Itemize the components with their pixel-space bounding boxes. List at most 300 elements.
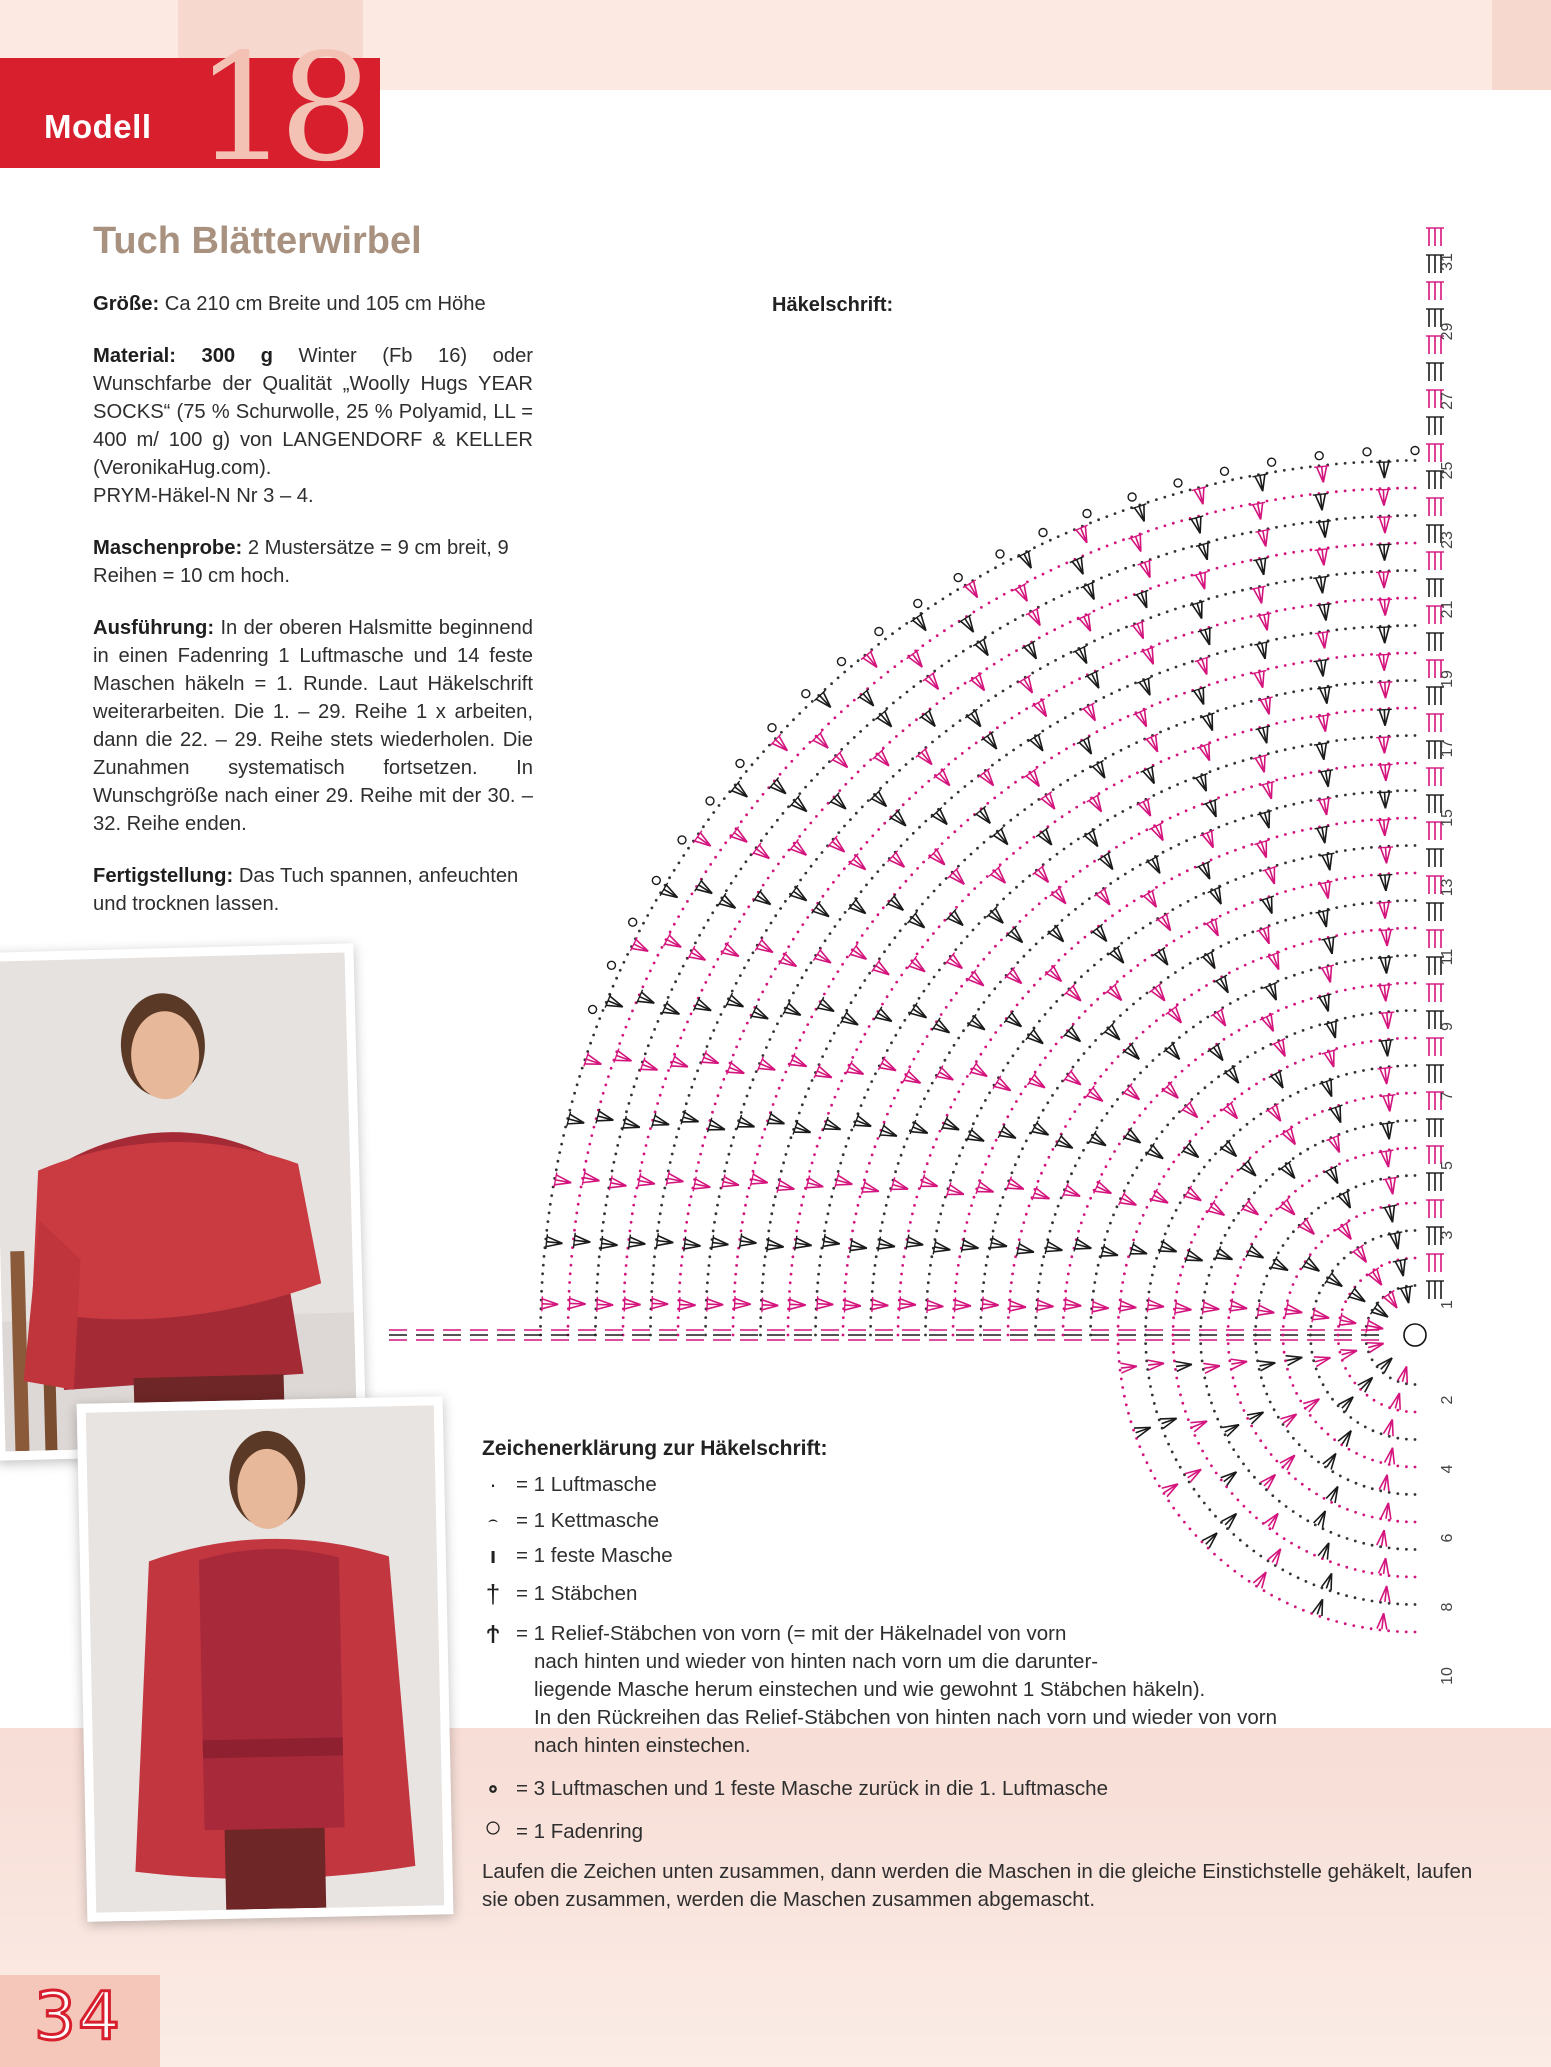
chain-stitch-icon bbox=[1353, 572, 1356, 575]
chain-stitch-icon bbox=[1344, 1300, 1347, 1303]
chain-stitch-icon bbox=[999, 1204, 1002, 1207]
hook-text: PRYM-Häkel-N Nr 3 – 4. bbox=[93, 485, 314, 507]
stitch-group-icon bbox=[959, 615, 980, 637]
chain-stitch-icon bbox=[1414, 1229, 1417, 1232]
chain-stitch-icon bbox=[653, 962, 656, 965]
double-crochet-top bbox=[1090, 582, 1095, 584]
double-crochet-top bbox=[1133, 536, 1138, 538]
chain-stitch-icon bbox=[1361, 543, 1364, 546]
chain-stitch-icon bbox=[879, 787, 882, 790]
chain-stitch-icon bbox=[1233, 676, 1236, 679]
chain-stitch-icon bbox=[744, 1204, 747, 1207]
chain-stitch-icon bbox=[1414, 1119, 1417, 1122]
chain-stitch-icon bbox=[950, 999, 953, 1002]
chain-stitch-icon bbox=[1276, 922, 1279, 925]
chain-stitch-icon bbox=[1396, 487, 1399, 490]
chain-stitch-icon bbox=[1016, 814, 1019, 817]
chain-stitch-icon bbox=[964, 785, 967, 788]
chain-stitch-icon bbox=[1228, 1226, 1231, 1229]
chain-stitch-icon bbox=[816, 1145, 819, 1148]
double-crochet-top bbox=[1132, 1242, 1133, 1247]
chain-stitch-icon bbox=[1354, 1071, 1357, 1074]
chain-stitch-icon bbox=[859, 730, 862, 733]
chain-stitch-icon bbox=[984, 1046, 987, 1049]
double-crochet-top bbox=[583, 1175, 584, 1180]
double-crochet-top bbox=[1147, 560, 1152, 562]
chain-stitch-icon bbox=[822, 895, 825, 898]
chain-stitch-icon bbox=[1285, 1036, 1288, 1039]
chain-stitch-icon bbox=[709, 863, 712, 866]
double-crochet-top bbox=[614, 1058, 616, 1063]
double-crochet-top bbox=[806, 1185, 807, 1190]
double-crochet-top bbox=[907, 1239, 908, 1244]
chain-stitch-icon bbox=[887, 1196, 890, 1199]
stitch-group-icon bbox=[734, 1296, 751, 1312]
double-crochet-top bbox=[1201, 863, 1206, 865]
chain-stitch-icon bbox=[804, 828, 807, 831]
chain-stitch-icon bbox=[1074, 774, 1077, 777]
chain-stitch-icon bbox=[799, 1039, 802, 1042]
chain-stitch-icon bbox=[592, 1034, 595, 1037]
chain-stitch-icon bbox=[1078, 677, 1081, 680]
stitch-group-icon bbox=[870, 790, 892, 812]
chain-stitch-icon bbox=[1126, 655, 1129, 658]
chain-stitch-icon bbox=[1113, 1150, 1116, 1153]
stitch-group-icon bbox=[1254, 642, 1272, 661]
chain-stitch-icon bbox=[741, 1221, 744, 1224]
chain-stitch-icon bbox=[733, 1290, 736, 1293]
chain-stitch-icon bbox=[985, 667, 988, 670]
chain-stitch-icon bbox=[1345, 1101, 1348, 1104]
chain-stitch-icon bbox=[1267, 668, 1270, 671]
chain-stitch-icon bbox=[1165, 944, 1168, 947]
chain-stitch-icon bbox=[1155, 1257, 1158, 1260]
double-crochet-top bbox=[1203, 803, 1208, 805]
stitch-group-icon bbox=[862, 1180, 881, 1199]
chain-stitch-icon bbox=[993, 663, 996, 666]
chain-stitch-icon bbox=[839, 1162, 842, 1165]
double-crochet-top bbox=[1019, 1241, 1020, 1246]
double-crochet-top bbox=[1261, 586, 1266, 587]
chain-stitch-icon bbox=[827, 888, 830, 891]
chain-stitch-icon bbox=[984, 1163, 987, 1166]
double-crochet-top bbox=[1324, 743, 1329, 744]
double-crochet-top bbox=[640, 1067, 642, 1072]
chain-stitch-icon bbox=[1158, 1053, 1161, 1056]
double-crochet-top bbox=[1336, 1135, 1341, 1137]
chain-stitch-icon bbox=[1310, 969, 1313, 972]
double-crochet-top bbox=[1258, 756, 1263, 757]
double-crochet-top bbox=[1193, 574, 1198, 575]
chain-stitch-icon bbox=[1414, 597, 1417, 600]
chain-stitch-icon bbox=[897, 1316, 900, 1319]
chain-stitch-icon bbox=[1414, 1174, 1417, 1177]
double-crochet-top bbox=[709, 1123, 710, 1128]
chain-stitch-icon bbox=[983, 841, 986, 844]
stitch-group-icon bbox=[1256, 726, 1274, 745]
magic-ring-icon bbox=[1404, 1324, 1426, 1346]
stitch-group-icon bbox=[1162, 1082, 1184, 1104]
double-crochet-top bbox=[854, 1123, 856, 1128]
chain-stitch-icon bbox=[999, 863, 1002, 866]
chain-stitch-icon bbox=[874, 1264, 877, 1267]
chain-stitch-icon bbox=[913, 1204, 916, 1207]
chain-stitch-icon bbox=[1370, 957, 1373, 960]
double-crochet-top bbox=[1146, 678, 1151, 680]
chain-stitch-icon bbox=[547, 1220, 550, 1223]
chain-stitch-icon bbox=[1216, 595, 1219, 598]
chain-stitch-icon bbox=[1106, 819, 1109, 822]
chain-stitch-icon bbox=[1405, 954, 1408, 957]
double-crochet-top bbox=[1082, 616, 1087, 618]
model-label: Modell bbox=[44, 108, 152, 145]
chain-stitch-icon bbox=[927, 1090, 930, 1093]
chain-stitch-icon bbox=[1233, 563, 1236, 566]
chain-stitch-icon bbox=[1208, 683, 1211, 686]
stitch-group-icon bbox=[1091, 924, 1113, 946]
chain-stitch-icon bbox=[834, 1096, 837, 1099]
double-crochet-top bbox=[778, 1183, 779, 1188]
chain-stitch-icon bbox=[1033, 836, 1036, 839]
chain-stitch-icon bbox=[1077, 838, 1080, 841]
chain-stitch-icon bbox=[1331, 1197, 1334, 1200]
stitch-group-icon bbox=[622, 1116, 641, 1135]
chain-stitch-icon bbox=[1067, 913, 1070, 916]
stitch-group-icon bbox=[1204, 918, 1225, 939]
double-crochet-top bbox=[1176, 1301, 1177, 1306]
chain-stitch-icon bbox=[1236, 1274, 1239, 1277]
stitch-group-icon bbox=[1263, 982, 1283, 1003]
chain-stitch-icon bbox=[1216, 567, 1219, 570]
chain-stitch-icon bbox=[1123, 841, 1126, 844]
chain-stitch-icon bbox=[1414, 1009, 1417, 1012]
chain-stitch-icon bbox=[827, 985, 830, 988]
chain-stitch-icon bbox=[1022, 614, 1025, 617]
chain-stitch-icon bbox=[569, 1272, 572, 1275]
stitch-group-icon bbox=[1146, 856, 1167, 877]
chain-stitch-icon bbox=[1292, 690, 1295, 693]
chain-stitch-icon bbox=[955, 655, 958, 658]
chain-stitch-icon bbox=[921, 644, 924, 647]
chain-stitch-icon bbox=[1118, 659, 1121, 662]
stitch-group-icon bbox=[1377, 709, 1393, 726]
double-crochet-top bbox=[1312, 1317, 1313, 1322]
chain-stitch-icon bbox=[776, 819, 779, 822]
chain-stitch-icon bbox=[1111, 722, 1114, 725]
double-crochet-top bbox=[963, 1238, 964, 1243]
double-crochet-top bbox=[1398, 1260, 1403, 1261]
chain-stitch-icon bbox=[1151, 1274, 1154, 1277]
stitch-group-icon bbox=[779, 952, 800, 973]
chain-stitch-icon bbox=[1355, 1185, 1358, 1188]
double-crochet-top bbox=[1075, 1242, 1076, 1247]
chain-stitch-icon bbox=[740, 820, 743, 823]
chain-stitch-icon bbox=[785, 766, 788, 769]
stitch-group-icon bbox=[1376, 737, 1392, 754]
double-crochet-top bbox=[1230, 1308, 1231, 1313]
chain-stitch-icon bbox=[1414, 679, 1417, 682]
chain-stitch-icon bbox=[1361, 764, 1364, 767]
stitch-group-icon bbox=[1320, 853, 1338, 871]
chain-stitch-icon bbox=[998, 759, 1001, 762]
chain-stitch-icon bbox=[1396, 1147, 1399, 1150]
chain-stitch-icon bbox=[1264, 1221, 1267, 1224]
chain-stitch-icon bbox=[1046, 1101, 1049, 1104]
chain-stitch-icon bbox=[1318, 1292, 1321, 1295]
chain-stitch-icon bbox=[1038, 1020, 1041, 1023]
double-crochet-top bbox=[728, 1065, 730, 1070]
chain-stitch-icon bbox=[1116, 1205, 1119, 1208]
chain-stitch-icon bbox=[717, 1094, 720, 1097]
chain-stitch-icon bbox=[686, 900, 689, 903]
chain-stitch-icon bbox=[1100, 1033, 1103, 1036]
chain-stitch-icon bbox=[1353, 765, 1356, 768]
chain-stitch-icon bbox=[1310, 549, 1313, 552]
chain-stitch-icon bbox=[1405, 514, 1408, 517]
double-crochet-top bbox=[574, 1243, 575, 1248]
chain-stitch-icon bbox=[1038, 902, 1041, 905]
chain-stitch-icon bbox=[1207, 597, 1210, 600]
chain-stitch-icon bbox=[877, 828, 880, 831]
chain-stitch-icon bbox=[767, 1230, 770, 1233]
stitch-group-icon bbox=[1381, 1095, 1398, 1113]
double-crochet-top bbox=[906, 1244, 907, 1249]
chain-stitch-icon bbox=[1235, 937, 1238, 940]
stitch-group-icon bbox=[1006, 1176, 1026, 1196]
double-crochet-top bbox=[1187, 1253, 1189, 1258]
chain-stitch-icon bbox=[1129, 806, 1132, 809]
chain-stitch-icon bbox=[961, 900, 964, 903]
chain-stitch-icon bbox=[1061, 624, 1064, 627]
double-crochet-top bbox=[990, 1245, 991, 1250]
chain-stitch-icon bbox=[1048, 1156, 1051, 1159]
chain-stitch-icon bbox=[931, 1082, 934, 1085]
chain-stitch-icon bbox=[1025, 914, 1028, 917]
chain-stitch-icon bbox=[697, 1161, 700, 1164]
chain-stitch-icon bbox=[1302, 1029, 1305, 1032]
chain-stitch-icon bbox=[651, 1281, 654, 1284]
chain-stitch-icon bbox=[860, 1104, 863, 1107]
stitch-group-icon bbox=[597, 1297, 614, 1313]
chain-stitch-icon bbox=[1094, 1082, 1097, 1085]
chain-stitch-icon bbox=[738, 920, 741, 923]
chain-stitch-icon bbox=[843, 825, 846, 828]
chain-stitch-icon bbox=[631, 1212, 634, 1215]
chain-stitch-icon bbox=[1113, 784, 1116, 787]
chain-stitch-icon bbox=[1002, 898, 1005, 901]
chain-stitch-icon bbox=[1100, 1173, 1103, 1176]
stitch-group-icon bbox=[1077, 613, 1097, 634]
double-crochet-top bbox=[1313, 1312, 1314, 1317]
chain-stitch-icon bbox=[1180, 519, 1183, 522]
stitch-group-icon bbox=[1257, 613, 1275, 632]
chain-stitch-icon bbox=[1344, 517, 1347, 520]
chain-stitch-icon bbox=[762, 1273, 765, 1276]
chain-stitch-icon bbox=[1343, 1257, 1346, 1260]
chain-stitch-icon bbox=[897, 1325, 900, 1328]
chain-stitch-icon bbox=[645, 1144, 648, 1147]
chain-stitch-icon bbox=[1175, 1291, 1178, 1294]
double-crochet-top bbox=[684, 1110, 685, 1115]
chain-stitch-icon bbox=[1174, 971, 1177, 974]
chain-stitch-icon bbox=[597, 1264, 600, 1267]
chain-stitch-icon bbox=[900, 660, 903, 663]
chain-stitch-icon bbox=[1414, 514, 1417, 517]
stitch-group-icon bbox=[1378, 847, 1394, 864]
double-crochet-top bbox=[1321, 939, 1326, 940]
chain-stitch-icon bbox=[1370, 681, 1373, 684]
chain-stitch-icon bbox=[1117, 1316, 1120, 1319]
chain-stitch-icon bbox=[855, 1048, 858, 1051]
double-crochet-top bbox=[1386, 1095, 1391, 1096]
double-crochet-top bbox=[1258, 559, 1263, 560]
chain-stitch-icon bbox=[621, 1034, 624, 1037]
chain-stitch-icon bbox=[1370, 984, 1373, 987]
chain-stitch-icon bbox=[851, 1056, 854, 1059]
chain-stitch-icon bbox=[1370, 846, 1373, 849]
chain-stitch-icon bbox=[1292, 1157, 1295, 1160]
double-crochet-stroke bbox=[1141, 591, 1151, 608]
double-crochet-top bbox=[1316, 716, 1321, 717]
double-crochet-top bbox=[1208, 801, 1213, 803]
stitch-group-icon bbox=[989, 866, 1011, 888]
chain-stitch-icon bbox=[845, 1145, 848, 1148]
chain-stitch-icon bbox=[1177, 1282, 1180, 1285]
chain-stitch-icon bbox=[1113, 1020, 1116, 1023]
double-crochet-top bbox=[1262, 812, 1267, 813]
chain-stitch-icon bbox=[1370, 874, 1373, 877]
stitch-group-icon bbox=[1250, 502, 1268, 521]
double-crochet-top bbox=[1217, 886, 1222, 888]
chain-stitch-icon bbox=[1135, 1037, 1138, 1040]
stitch-group-icon bbox=[574, 1233, 592, 1250]
chain-stitch-icon bbox=[1050, 569, 1053, 572]
double-crochet-top bbox=[1319, 827, 1324, 828]
chain-stitch-icon bbox=[1271, 1173, 1274, 1176]
chain-stitch-icon bbox=[870, 1080, 873, 1083]
chain-stitch-icon bbox=[887, 671, 890, 674]
chain-stitch-icon bbox=[1215, 1196, 1218, 1199]
chain-stitch-icon bbox=[1033, 984, 1036, 987]
chain-stitch-icon bbox=[1036, 766, 1039, 769]
stitch-group-icon bbox=[652, 1113, 671, 1132]
stitch-group-icon bbox=[1367, 1268, 1388, 1290]
chain-stitch-icon bbox=[1185, 1031, 1188, 1034]
chain-stitch-icon bbox=[1262, 1047, 1265, 1050]
double-crochet-top bbox=[1263, 698, 1268, 699]
chain-stitch-icon bbox=[1361, 819, 1364, 822]
chain-stitch-icon bbox=[594, 1325, 597, 1328]
stitch-group-icon bbox=[666, 1171, 685, 1189]
chain-stitch-icon bbox=[1414, 817, 1417, 820]
chain-stitch-icon bbox=[601, 1230, 604, 1233]
chain-stitch-icon bbox=[1083, 1052, 1086, 1055]
chain-stitch-icon bbox=[1184, 780, 1187, 783]
chain-stitch-icon bbox=[1370, 791, 1373, 794]
chain-stitch-icon bbox=[1066, 779, 1069, 782]
double-crochet-top bbox=[1320, 632, 1325, 633]
chain-stitch-icon bbox=[1267, 752, 1270, 755]
chain-stitch-icon bbox=[921, 786, 924, 789]
chain-stitch-icon bbox=[927, 1281, 930, 1284]
chain-stitch-icon bbox=[1158, 613, 1161, 616]
chain-stitch-icon bbox=[1096, 1126, 1099, 1129]
chain-stitch-icon bbox=[970, 780, 973, 783]
stitch-group-icon bbox=[1202, 1300, 1220, 1317]
double-crochet-top bbox=[941, 1126, 943, 1131]
chain-stitch-icon bbox=[1396, 955, 1399, 958]
chain-stitch-icon bbox=[898, 769, 901, 772]
chain-stitch-icon bbox=[1414, 1064, 1417, 1067]
chain-stitch-icon bbox=[1204, 1086, 1207, 1089]
chain-stitch-icon bbox=[1370, 625, 1373, 628]
double-crochet-top bbox=[753, 1010, 755, 1014]
chain-stitch-icon bbox=[1252, 960, 1255, 963]
stitch-group-icon bbox=[981, 732, 1003, 754]
chain-stitch-icon bbox=[966, 1075, 969, 1078]
double-crochet-top bbox=[1392, 1233, 1397, 1234]
chain-stitch-icon bbox=[1277, 980, 1280, 983]
chain-stitch-icon bbox=[539, 1316, 542, 1319]
chain-stitch-icon bbox=[598, 1255, 601, 1258]
chain-stitch-icon bbox=[1308, 1179, 1311, 1182]
chain-stitch-icon bbox=[1344, 961, 1347, 964]
chain-stitch-icon bbox=[972, 1122, 975, 1125]
double-crochet-top bbox=[1323, 771, 1328, 772]
chain-stitch-icon bbox=[1314, 1247, 1317, 1250]
stitch-group-icon bbox=[1024, 769, 1045, 791]
chain-stitch-icon bbox=[1209, 770, 1212, 773]
double-crochet-top bbox=[1260, 502, 1265, 503]
chain-stitch-icon bbox=[947, 763, 950, 766]
double-crochet-top bbox=[1339, 1323, 1340, 1328]
chain-stitch-icon bbox=[740, 1230, 743, 1233]
chain-stitch-icon bbox=[1024, 1085, 1027, 1088]
double-crochet-top bbox=[1320, 549, 1325, 550]
chain-stitch-icon bbox=[1405, 1119, 1408, 1122]
chain-stitch-icon bbox=[1405, 652, 1408, 655]
chain-stitch-icon bbox=[798, 1112, 801, 1115]
chain-stitch-icon bbox=[661, 946, 664, 949]
chain-stitch-icon bbox=[1353, 599, 1356, 602]
chain-stitch-icon bbox=[957, 1037, 960, 1040]
chain-stitch-icon bbox=[1344, 572, 1347, 575]
stitch-group-icon bbox=[1137, 798, 1158, 819]
double-crochet-top bbox=[610, 1180, 611, 1185]
chain-stitch-icon bbox=[778, 1087, 781, 1090]
chain-stitch-icon bbox=[1371, 1209, 1374, 1212]
stitch-group-icon bbox=[1317, 687, 1334, 705]
chain-stitch-icon bbox=[1042, 573, 1045, 576]
chain-stitch-icon bbox=[871, 1154, 874, 1157]
chain-stitch-icon bbox=[804, 786, 807, 789]
double-crochet-top bbox=[1203, 1305, 1204, 1310]
chain-stitch-icon bbox=[560, 1143, 563, 1146]
stitch-group-icon bbox=[849, 944, 871, 965]
chain-stitch-icon bbox=[1056, 1087, 1059, 1090]
chain-stitch-icon bbox=[952, 1334, 955, 1337]
chain-stitch-icon bbox=[943, 697, 946, 700]
chain-stitch-icon bbox=[1301, 942, 1304, 945]
chain-stitch-icon bbox=[1226, 823, 1229, 826]
chain-stitch-icon bbox=[1108, 573, 1111, 576]
chain-stitch-icon bbox=[962, 1083, 965, 1086]
chain-stitch-icon bbox=[1012, 1054, 1015, 1057]
chain-stitch-icon bbox=[674, 980, 677, 983]
double-crochet-top bbox=[703, 1055, 705, 1060]
chain-stitch-icon bbox=[571, 1100, 574, 1103]
double-crochet-top bbox=[1328, 770, 1333, 771]
